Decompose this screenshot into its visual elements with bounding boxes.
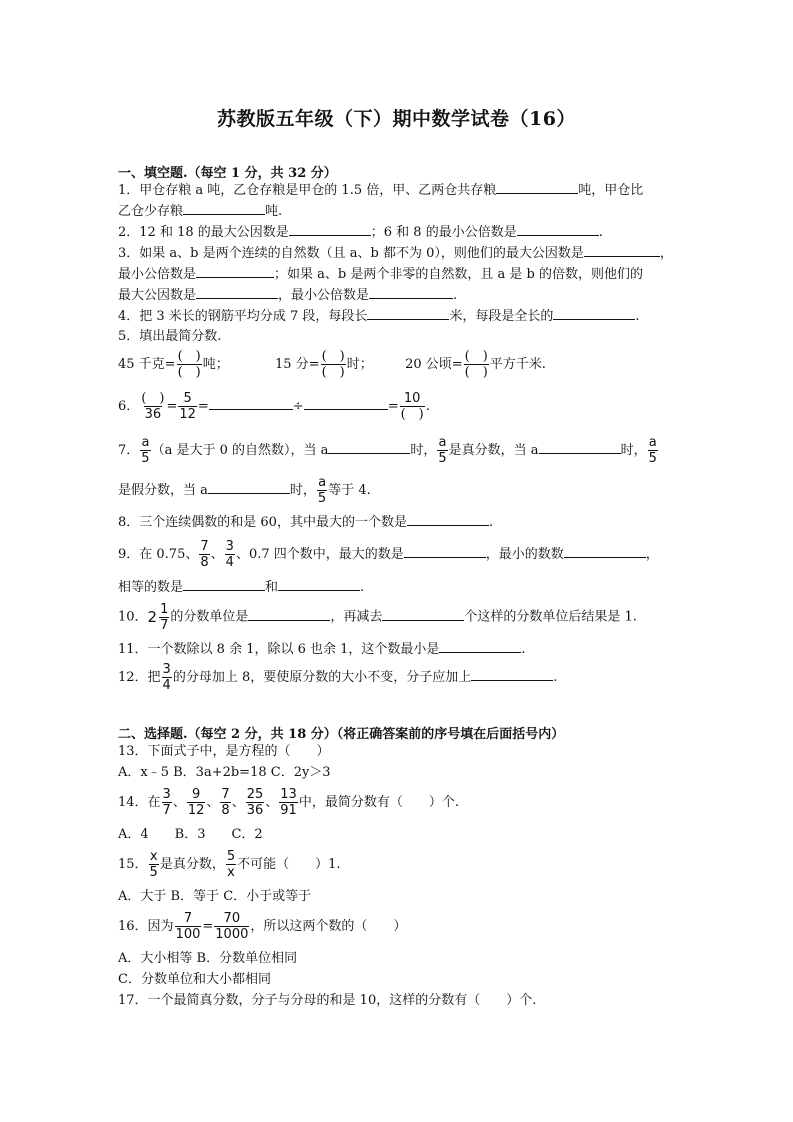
- question-16-option-1: A．大小相等 B．分数单位相同: [118, 951, 298, 966]
- question-2: 2．12 和 18 的最大公因数是 ；6 和 8 的最小公倍数是 .: [118, 225, 603, 240]
- question-1-line-1: 1．甲仓存粮 a 吨，乙仓存粮是甲仓的 1.5 倍，甲、乙两仓共存粮 吨，甲仓比: [118, 183, 644, 198]
- answer-blank[interactable]: [539, 441, 621, 454]
- answer-blank[interactable]: [404, 545, 486, 558]
- question-9-line-1: 9．在 0.75、 $\frac{7}{8}$ 、 $\frac{3}{4}$ 、0.7 四个数中，最大的数是 ，最小的数数 ，: [118, 539, 659, 570]
- question-13: 13．下面式子中，是方程的（ ）: [118, 744, 330, 759]
- answer-blank[interactable]: [183, 202, 265, 215]
- question-9-line-2: 相等的数是 和 .: [118, 580, 365, 595]
- answer-blank[interactable]: [304, 397, 388, 410]
- question-3-line-1: 3．如果 a、b 是两个连续的自然数（且 a、b 都不为 0），则他们的最大公因数是 ，: [118, 246, 673, 261]
- question-11: 11．一个数除以 8 余 1，除以 6 也余 1，这个数最小是 .: [118, 642, 526, 657]
- answer-blank[interactable]: [471, 668, 553, 681]
- section-2-heading: 二、选择题.（每空 2 分，共 18 分）（将正确答案前的序号填在后面括号内）: [118, 727, 565, 742]
- question-14: 14．在 $\frac{3}{7}$ 、 $\frac{9}{12}$ 、 $\frac{7}{8}$ 、 $\frac{25}{36}$ 、 $\frac{13}{91}$ 中，最简分数有（ ）个.: [118, 787, 459, 818]
- question-16: 16．因为 $\frac{7}{100}$ = $\frac{70}{1000}$ ，所以这两个数的（ ）: [118, 911, 407, 942]
- question-17: 17．一个最简真分数，分子与分母的和是 10，这样的分数有（ ）个.: [118, 993, 537, 1008]
- question-7-line-2: 是假分数，当 a 时， $\frac{a}{5}$ 等于 4.: [118, 475, 371, 506]
- question-13-options: A．x﹣5 B．3a+2b=18 C．2y＞3: [118, 765, 331, 780]
- question-16-option-2: C．分数单位和大小都相同: [118, 972, 271, 987]
- answer-blank[interactable]: [564, 545, 646, 558]
- question-5-items: 45 千克= ( ) ( ) 吨； 15 分= ( ) ( ) 时； 20 公顷= ( ) ( ) 平方千米.: [118, 349, 546, 380]
- answer-blank[interactable]: [584, 244, 660, 257]
- answer-blank[interactable]: [208, 481, 290, 494]
- answer-blank[interactable]: [382, 608, 464, 621]
- question-5: 5．填出最简分数.: [118, 329, 222, 344]
- answer-blank[interactable]: [196, 265, 274, 278]
- section-1-heading: 一、填空题.（每空 1 分，共 32 分）: [118, 166, 337, 181]
- question-14-options: A．4 B．3 C．2: [118, 827, 263, 842]
- answer-blank[interactable]: [248, 608, 330, 621]
- question-3-line-3: 最大公因数是 ，最小公倍数是 .: [118, 288, 458, 303]
- answer-blank[interactable]: [278, 578, 360, 591]
- answer-blank[interactable]: [183, 578, 265, 591]
- page-title: 苏教版五年级（下）期中数学试卷（16）: [217, 108, 576, 130]
- answer-blank[interactable]: [407, 513, 489, 526]
- answer-blank[interactable]: [289, 223, 371, 236]
- question-15-options: A．大于 B．等于 C．小于或等于: [118, 889, 312, 904]
- answer-blank[interactable]: [328, 441, 410, 454]
- answer-blank[interactable]: [517, 223, 599, 236]
- question-15: 15． $\frac{x}{5}$ 是真分数， $\frac{5}{x}$ 不可能（ ）1.: [118, 849, 341, 880]
- question-6: 6． ( ) 36 = $\frac{5}{12}$ = ÷ = 10 ( ) .: [118, 391, 430, 422]
- answer-blank[interactable]: [367, 307, 449, 320]
- question-7-line-1: 7． $\frac{a}{5}$ （a 是大于 0 的自然数），当 a 时， $\frac{a}{5}$ 是真分数，当 a 时， $\frac{a}{5}$: [118, 435, 657, 466]
- question-1-line-2: 乙仓少存粮 吨.: [118, 204, 283, 219]
- answer-blank[interactable]: [369, 286, 453, 299]
- answer-blank[interactable]: [196, 286, 278, 299]
- answer-blank[interactable]: [496, 181, 578, 194]
- question-3-line-2: 最小公倍数是 ；如果 a、b 是两个非零的自然数，且 a 是 b 的倍数，则他们的: [118, 267, 643, 282]
- answer-blank[interactable]: [209, 397, 293, 410]
- question-12: 12．把 $\frac{3}{4}$ 的分母加上 8，要使原分数的大小不变，分子应加上 .: [118, 662, 558, 693]
- question-8: 8．三个连续偶数的和是 60，其中最大的一个数是 .: [118, 515, 494, 530]
- question-10: 10． 2 1 7 的分数单位是 ，再减去 个这样的分数单位后结果是 1.: [118, 601, 637, 633]
- answer-blank[interactable]: [553, 307, 635, 320]
- question-4: 4．把 3 米长的钢筋平均分成 7 段，每段长 米，每段是全长的 .: [118, 309, 640, 324]
- answer-blank[interactable]: [439, 640, 521, 653]
